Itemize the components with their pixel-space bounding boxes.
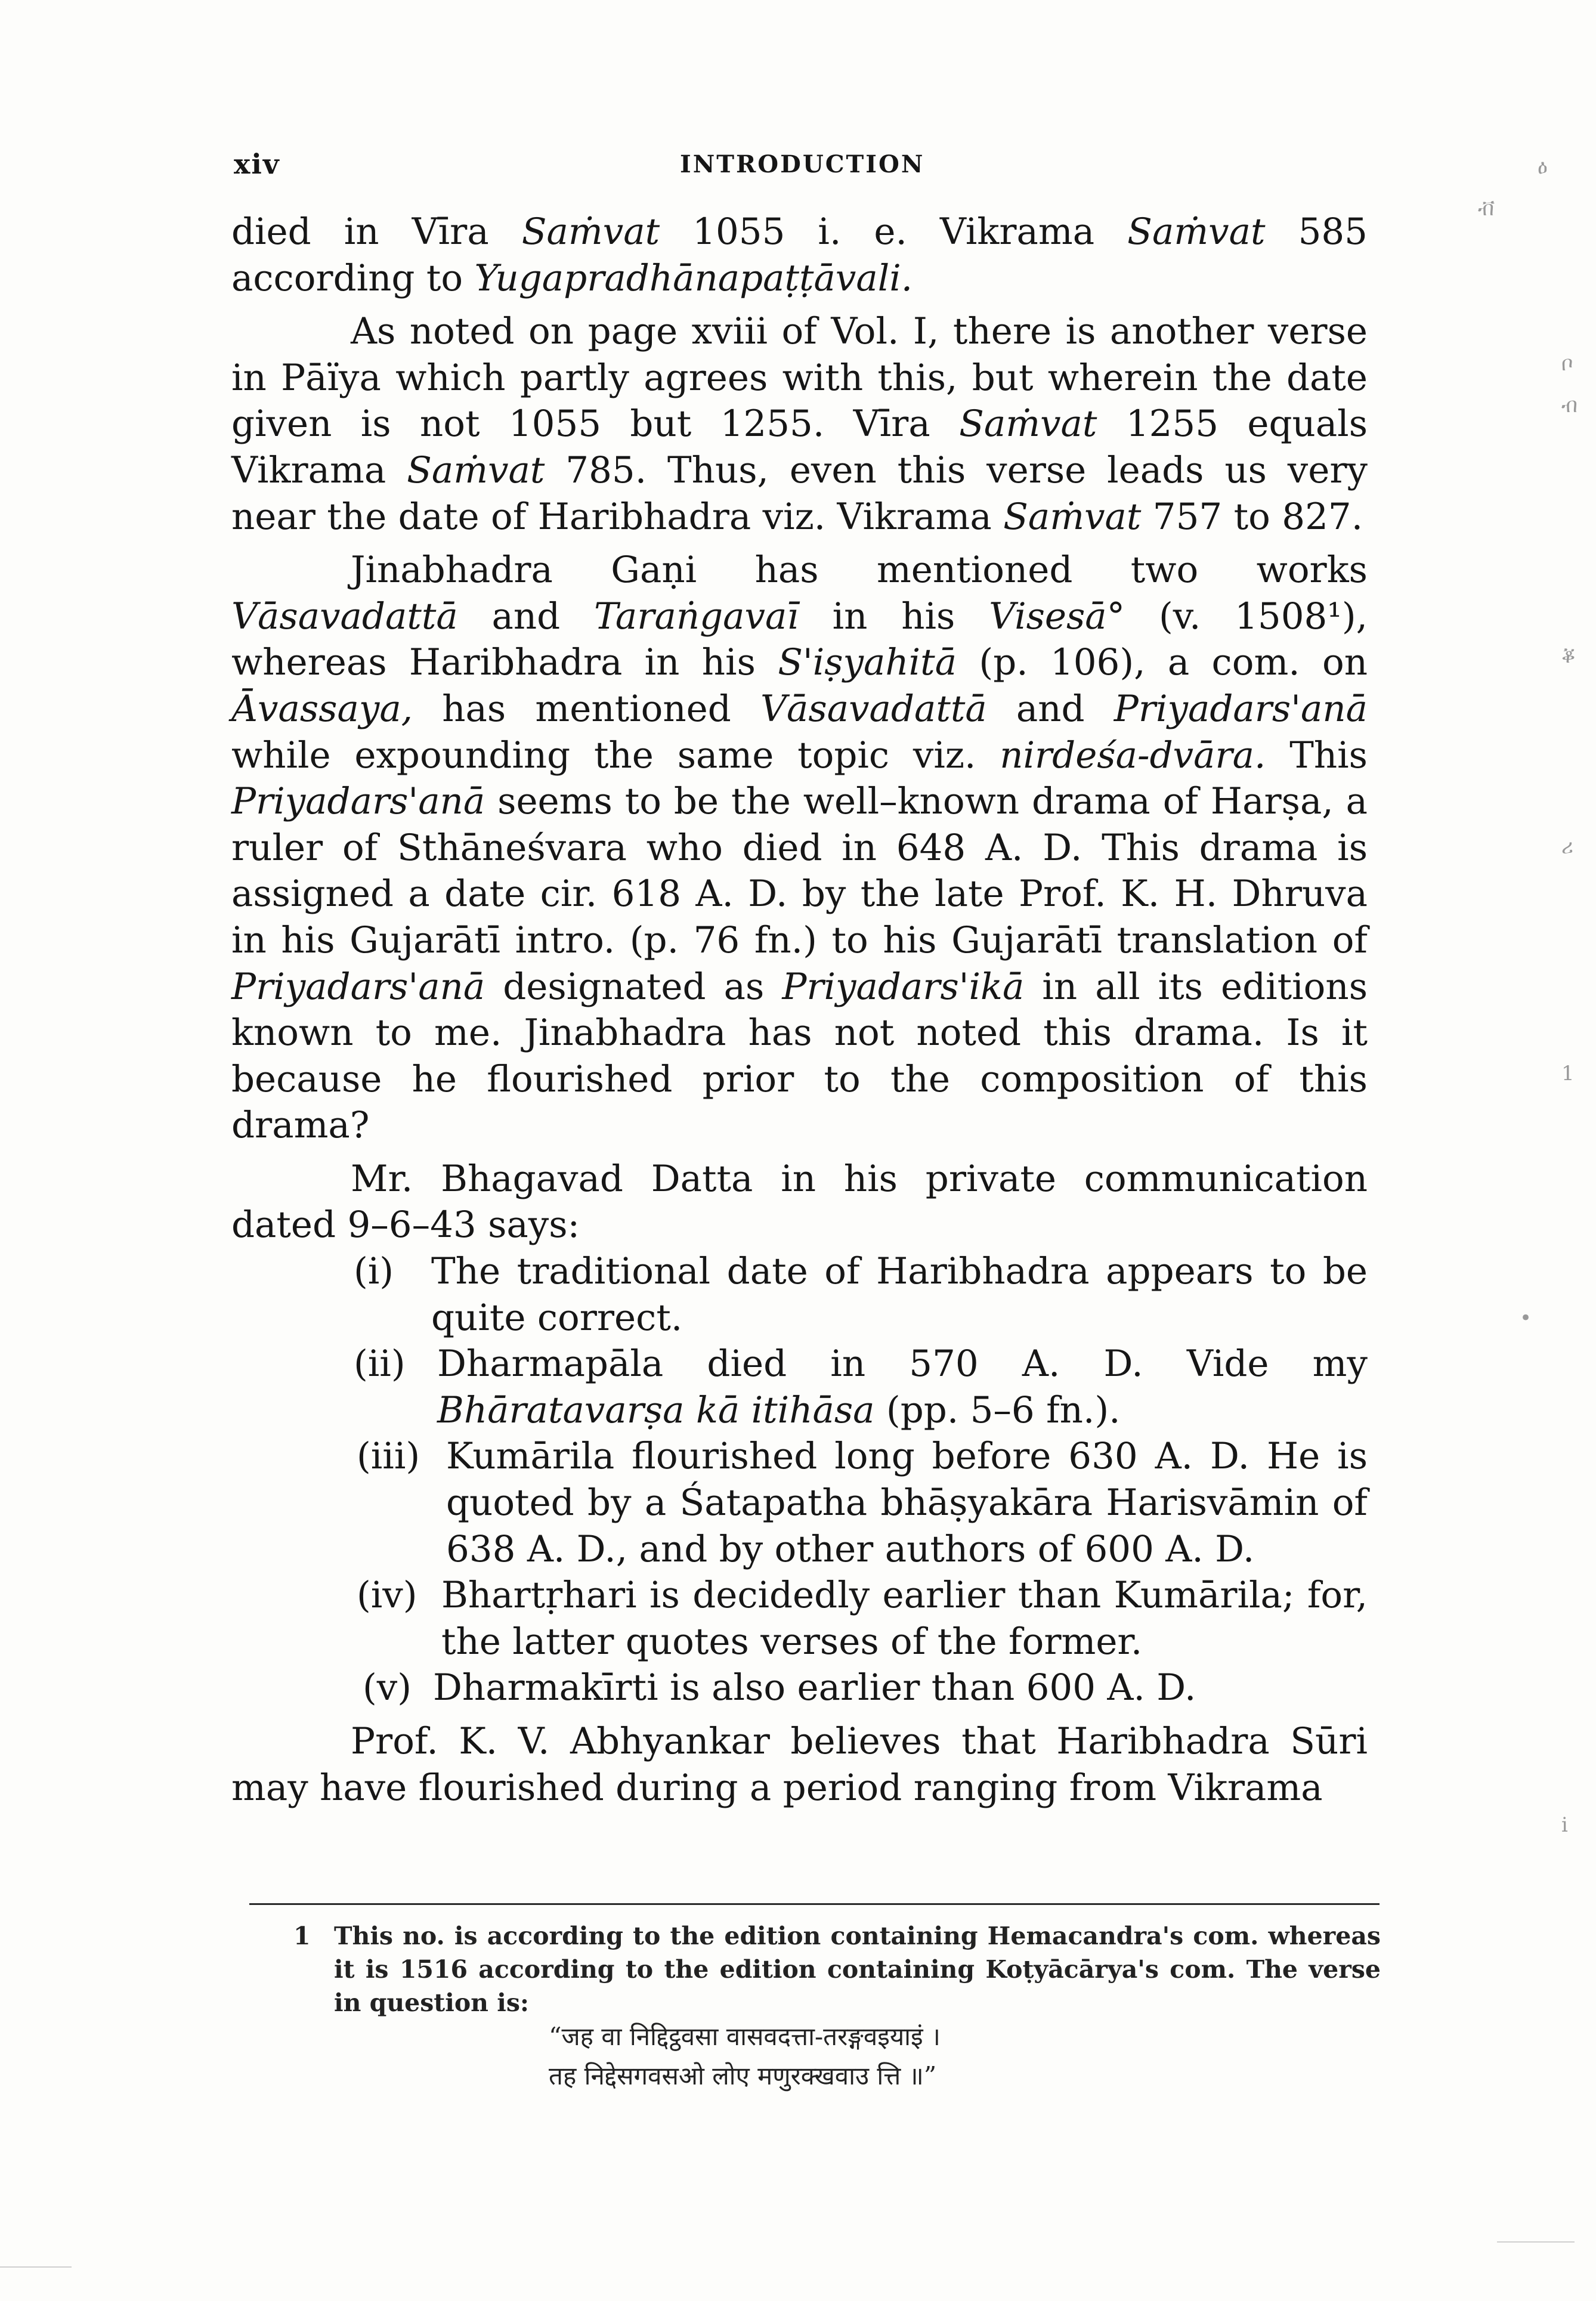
edge-mark: ሪ — [1561, 835, 1573, 859]
list-item-number: (v) — [363, 1666, 412, 1709]
edge-mark: i — [1561, 1813, 1568, 1837]
italic-text: Yugapradhānapaṭṭāvali. — [474, 256, 913, 299]
italic-text: Vāsavadattā — [760, 687, 987, 730]
list-item — [231, 1433, 1368, 1572]
text-run: 585 according to — [231, 211, 1368, 299]
italic-text: S'iṣyahitā — [778, 641, 957, 684]
text-run: (p. 106), a com. on — [957, 641, 1368, 684]
italic-text: Bhāratavarṣa kā itihāsa — [437, 1388, 875, 1431]
italic-text: Priyadars'anā — [231, 965, 485, 1008]
footnote-verse — [549, 2017, 1264, 2096]
text-run: Dharmakīrti is also earlier than 600 A. D. — [433, 1666, 1196, 1709]
list-item-text — [441, 1572, 1368, 1665]
list-item-number: (iii) — [357, 1435, 420, 1478]
text-run: As noted on page xviii of Vol. I, there is another verse in Pāïya which partly agrees with this, but wherein the date given is not 1055 but 1255. Vīra — [231, 310, 1368, 446]
text-run: 785. Thus, even this verse leads us very near the date of Haribhadra viz. Vikrama — [231, 449, 1368, 538]
text-run: died in Vīra — [231, 211, 522, 253]
text-run: This — [1266, 734, 1368, 777]
text-run: Mr. Bhagavad Datta in his private communication dated 9–6–43 says: — [231, 1157, 1368, 1247]
italic-text: Saṁvat — [1127, 211, 1266, 253]
text-run: 1055 i. e. Vikrama — [660, 211, 1128, 253]
body-text — [231, 209, 1368, 1811]
text-run: Jinabhadra Gaṇi has mentioned two works — [351, 549, 1368, 592]
text-run: in all its editions known to me. Jinabhadra has not noted this drama. Is it because he flourished prior to the composition of this drama? — [231, 965, 1368, 1147]
text-run: (pp. 5–6 fn.). — [874, 1388, 1121, 1431]
list-item-text — [446, 1433, 1368, 1572]
paragraph-4 — [231, 1156, 1368, 1248]
footnote-text: This no. is according to the edition containing Hemacandra's com. whereas it is 1516 according to the edition containing Koṭyācārya's com. The verse in question is: — [334, 1922, 1381, 2017]
footnote — [293, 1919, 1381, 2019]
verse-line-1: “जह वा निद्दिट्ठवसा वासवदत्ता-तरङ्गवइयाइं । — [549, 2022, 941, 2051]
edge-mark: ቖ — [1561, 644, 1576, 668]
italic-text: Priyadars'ikā — [782, 965, 1025, 1008]
text-run: Bhartṛhari is decidedly earlier than Kumārila; for, the latter quotes verses of the former. — [441, 1574, 1368, 1663]
text-run: (v. 1508¹), whereas Haribhadra in his — [231, 595, 1368, 684]
paragraph-1 — [231, 209, 1368, 301]
text-run: The traditional date of Haribhadra appears to be quite correct. — [431, 1250, 1368, 1339]
scan-line — [0, 2266, 72, 2268]
list-item — [231, 1665, 1368, 1711]
italic-text: Saṁvat — [521, 211, 660, 253]
list-item-text — [437, 1341, 1368, 1433]
verse-line-2: तह निद्देसगवसओ लोए मणुरक्खवाउ त्ति ॥” — [549, 2061, 937, 2090]
text-run: and — [457, 595, 594, 638]
text-run: designated as — [485, 965, 782, 1008]
text-run: Kumārila flourished long before 630 A. D. He is quoted by a Śatapatha bhāṣyakāra Harisvāmin of 638 A. D., and by other authors of 600 A. D. — [446, 1435, 1368, 1570]
edge-mark: ዕ — [1538, 155, 1548, 179]
list-item-number: (ii) — [354, 1343, 406, 1385]
text-run: Prof. K. V. Abhyankar believes that Haribhadra Sūri may have flourished during a period ranging from Vikrama — [231, 1720, 1368, 1809]
italic-text: Saṁvat — [1003, 495, 1142, 538]
italic-text: Vāsavadattā — [231, 595, 458, 638]
paragraph-3 — [231, 547, 1368, 1149]
paragraph-2 — [231, 308, 1368, 540]
edge-mark: 1 — [1561, 1062, 1575, 1085]
text-run: and — [986, 687, 1114, 730]
list-item-text — [433, 1665, 1368, 1711]
edge-mark: • — [1520, 1306, 1532, 1330]
scan-line — [1497, 2241, 1575, 2243]
text-run: while expounding the same topic viz. — [231, 734, 1000, 777]
italic-text: Āvassaya, — [231, 687, 413, 730]
scan-edge-artifacts — [1466, 0, 1596, 2301]
list-item — [231, 1572, 1368, 1665]
text-run: in his — [798, 595, 989, 638]
italic-text: Visesā° — [989, 595, 1125, 638]
numbered-list — [231, 1248, 1368, 1711]
text-run: 1255 equals Vikrama — [231, 403, 1368, 491]
list-item-text — [431, 1248, 1368, 1341]
page-number: xiv — [234, 148, 280, 180]
list-item-number: (iv) — [357, 1574, 417, 1617]
edge-mark: ቭ — [1478, 197, 1495, 221]
list-item — [231, 1248, 1368, 1341]
running-title: INTRODUCTION — [680, 150, 925, 178]
list-item — [231, 1341, 1368, 1433]
edge-mark: ብ — [1561, 394, 1578, 417]
list-item-number: (i) — [354, 1250, 394, 1293]
italic-text: Saṁvat — [959, 403, 1097, 446]
paragraph-5 — [231, 1718, 1368, 1811]
footnote-number: 1 — [293, 1922, 311, 1950]
italic-text: Saṁvat — [407, 449, 545, 491]
italic-text: Priyadars'anā — [231, 780, 485, 823]
text-run: has mentioned — [413, 687, 760, 730]
footnote-divider — [249, 1903, 1380, 1905]
italic-text: Taraṅgavaī — [593, 595, 799, 638]
text-run: 757 to 827. — [1141, 495, 1363, 538]
italic-text: Priyadars'anā — [1114, 687, 1368, 730]
italic-text: nirdeśa-dvāra. — [1000, 734, 1266, 777]
text-run: seems to be the well–known drama of Harṣa, a ruler of Sthāneśvara who died in 648 A. D. This drama is assigned a date cir. 618 A. D. by the late Prof. K. H. Dhruva in his Gujarātī intro. (p. 76 fn.) to his Gujarātī translation of — [231, 780, 1368, 961]
edge-mark: ቦ — [1561, 352, 1573, 376]
text-run: Dharmapāla died in 570 A. D. Vide my — [437, 1343, 1368, 1385]
